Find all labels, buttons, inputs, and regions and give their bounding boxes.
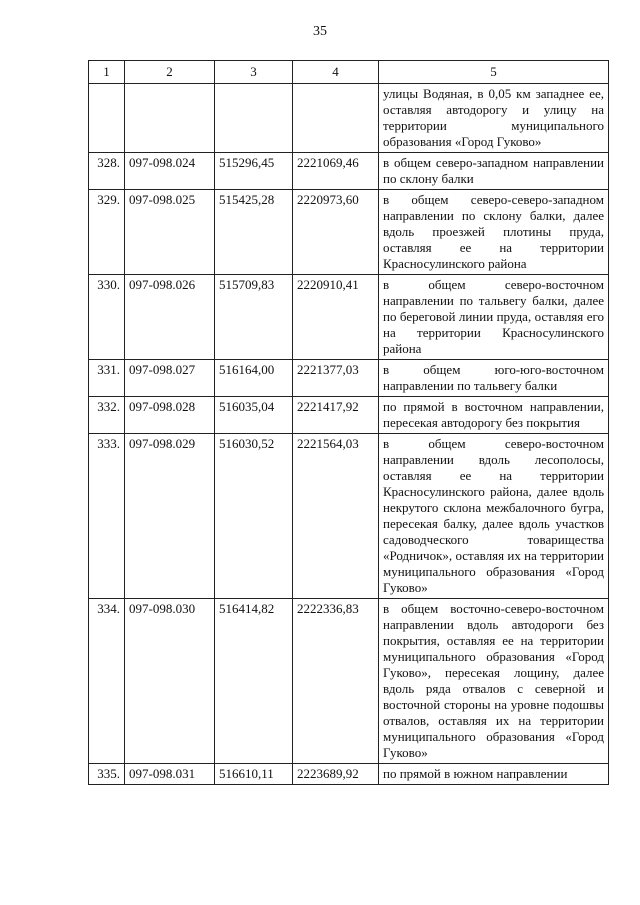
coord-x: 515296,45 [215, 153, 293, 190]
coord-y: 2220973,60 [293, 190, 379, 275]
point-code: 097-098.026 [125, 275, 215, 360]
header-col-5: 5 [379, 61, 609, 84]
boundary-description: в общем северо-западном направлении по склону балки [379, 153, 609, 190]
boundary-description: в общем северо-восточном направлении вдоль лесополосы, оставляя ее на территории Красносулинского района, далее вдоль некрутого склона межбалочного бугра, пересекая балку, далее вдоль участков садоводческого товарищества «Родничок», оставляя их на территории муниципального образования «Город Гуково» [379, 434, 609, 599]
continuation-description: улицы Водяная, в 0,05 км западнее ее, оставляя автодорогу и улицу на территории муниципального образования «Город Гуково» [379, 84, 609, 153]
coord-y: 2220910,41 [293, 275, 379, 360]
header-col-2: 2 [125, 61, 215, 84]
coord-y: 2221069,46 [293, 153, 379, 190]
boundary-description: в общем северо-северо-западном направлении по склону балки, далее вдоль проезжей плотины пруда, оставляя ее на территории Красносулинского района [379, 190, 609, 275]
boundary-points-table [88, 60, 609, 785]
continuation-empty-cell [125, 84, 215, 153]
row-number: 333. [89, 434, 125, 599]
point-code: 097-098.024 [125, 153, 215, 190]
coord-y: 2221377,03 [293, 360, 379, 397]
table-row [89, 153, 609, 190]
coord-x: 516164,00 [215, 360, 293, 397]
table-row [89, 434, 609, 599]
row-number: 331. [89, 360, 125, 397]
page-number: 35 [313, 24, 327, 39]
row-number: 335. [89, 764, 125, 785]
coord-x: 515709,83 [215, 275, 293, 360]
boundary-description: в общем восточно-северо-восточном направлении вдоль автодороги без покрытия, оставляя ее на территории муниципального образования «Город Гуково», пересекая лощину, далее вдоль ряда отвалов с северной и восточной стороны на уровне подошвы отвалов, оставляя их на территории муниципального образования «Город Гуково» [379, 599, 609, 764]
coord-x: 515425,28 [215, 190, 293, 275]
table-row [89, 190, 609, 275]
row-number: 328. [89, 153, 125, 190]
point-code: 097-098.028 [125, 397, 215, 434]
continuation-row [89, 84, 609, 153]
row-number: 332. [89, 397, 125, 434]
table-row [89, 275, 609, 360]
boundary-description: в общем юго-юго-восточном направлении по тальвегу балки [379, 360, 609, 397]
header-row [89, 61, 609, 84]
coord-y: 2221564,03 [293, 434, 379, 599]
coord-x: 516610,11 [215, 764, 293, 785]
coord-x: 516035,04 [215, 397, 293, 434]
coord-y: 2221417,92 [293, 397, 379, 434]
header-col-4: 4 [293, 61, 379, 84]
coord-y: 2223689,92 [293, 764, 379, 785]
coord-x: 516414,82 [215, 599, 293, 764]
point-code: 097-098.025 [125, 190, 215, 275]
continuation-empty-cell [89, 84, 125, 153]
continuation-empty-cell [215, 84, 293, 153]
table-row [89, 360, 609, 397]
row-number: 329. [89, 190, 125, 275]
row-number: 330. [89, 275, 125, 360]
point-code: 097-098.030 [125, 599, 215, 764]
boundary-description: в общем северо-восточном направлении по тальвегу балки, далее по береговой линии пруда, оставляя его на территории Красносулинского района [379, 275, 609, 360]
point-code: 097-098.027 [125, 360, 215, 397]
header-col-1: 1 [89, 61, 125, 84]
row-number: 334. [89, 599, 125, 764]
continuation-empty-cell [293, 84, 379, 153]
boundary-description: по прямой в южном направлении [379, 764, 609, 785]
coord-x: 516030,52 [215, 434, 293, 599]
table-row [89, 764, 609, 785]
table-row [89, 397, 609, 434]
coord-y: 2222336,83 [293, 599, 379, 764]
boundary-description: по прямой в восточном направлении, пересекая автодорогу без покрытия [379, 397, 609, 434]
point-code: 097-098.031 [125, 764, 215, 785]
table-row [89, 599, 609, 764]
point-code: 097-098.029 [125, 434, 215, 599]
header-col-3: 3 [215, 61, 293, 84]
